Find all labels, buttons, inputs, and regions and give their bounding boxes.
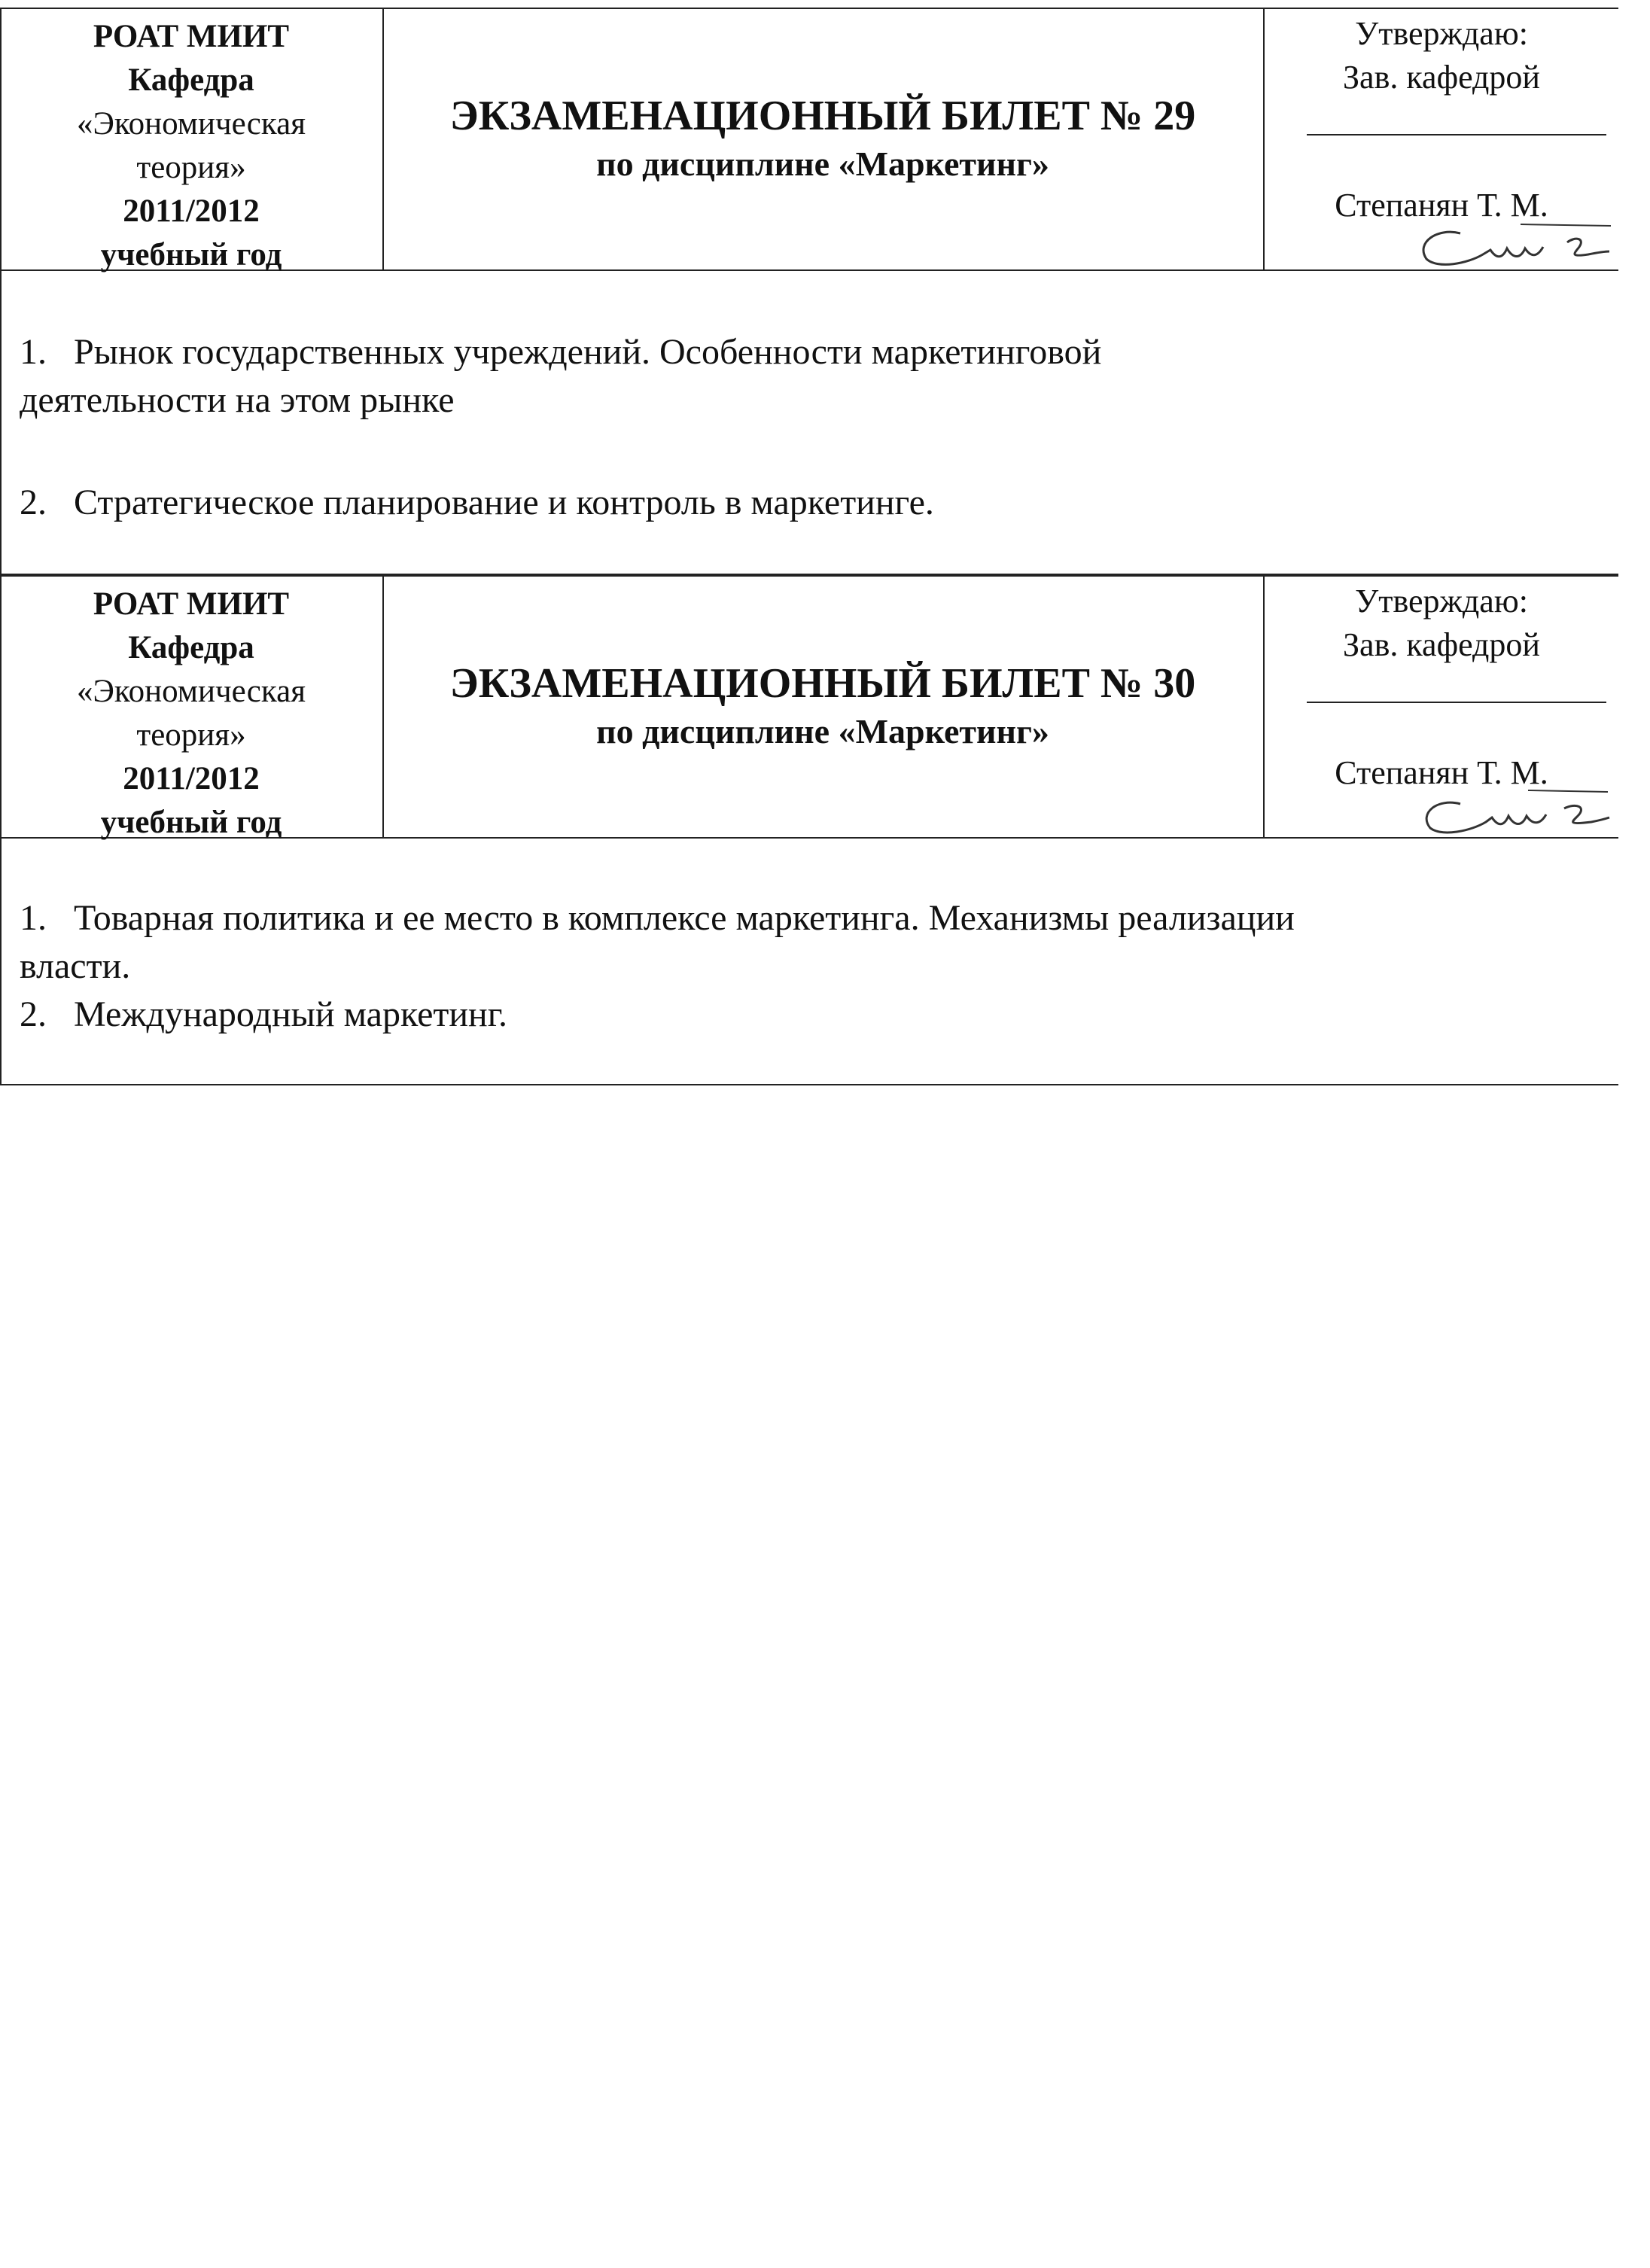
academic-year: 2011/2012 xyxy=(123,761,260,796)
questions-section xyxy=(0,839,1618,1085)
title-block xyxy=(384,9,1262,269)
org-name: РОАТ МИИТ xyxy=(93,19,290,54)
exam-ticket-29 xyxy=(0,8,1618,575)
approve-label: Утверждаю: xyxy=(1355,15,1528,52)
question-item: 2. Стратегическое планирование и контроль в маркетинге. xyxy=(20,483,934,522)
signature-line xyxy=(1307,134,1606,135)
ticket-title: ЭКЗАМЕНАЦИОННЫЙ БИЛЕТ № 30 xyxy=(449,660,1196,707)
academic-year: 2011/2012 xyxy=(123,193,260,229)
handwritten-signature xyxy=(1408,220,1611,272)
question-item: 2. Международный маркетинг. xyxy=(20,994,507,1034)
dept-name-line1: «Экономическая xyxy=(77,106,306,142)
ticket-subtitle: по дисциплине «Маркетинг» xyxy=(596,712,1049,750)
question-item-continued: власти. xyxy=(20,946,131,986)
ticket-header xyxy=(0,575,1618,839)
org-name: РОАТ МИИТ xyxy=(93,586,290,622)
dept-label: Кафедра xyxy=(128,62,254,98)
handwritten-signature xyxy=(1408,787,1611,840)
approval-block xyxy=(1265,577,1618,837)
signature-line xyxy=(1307,702,1606,703)
academic-year-label: учебный год xyxy=(100,237,282,272)
approver-name: Степанян Т. М. xyxy=(1335,754,1548,791)
question-item: 1. Товарная политика и ее место в комплексе маркетинга. Механизмы реализации xyxy=(20,898,1295,938)
questions-section xyxy=(0,271,1618,575)
approver-name: Степанян Т. М. xyxy=(1335,187,1548,224)
title-block xyxy=(384,577,1262,837)
dept-name-line1: «Экономическая xyxy=(77,674,306,709)
exam-ticket-30 xyxy=(0,575,1618,1085)
question-item-continued: деятельности на этом рынке xyxy=(20,380,455,420)
ticket-title: ЭКЗАМЕНАЦИОННЫЙ БИЛЕТ № 29 xyxy=(449,93,1196,139)
institution-block xyxy=(2,9,381,272)
institution-block xyxy=(2,577,381,840)
ticket-subtitle: по дисциплине «Маркетинг» xyxy=(596,145,1049,183)
dept-label: Кафедра xyxy=(128,630,254,665)
approval-block xyxy=(1265,9,1618,269)
academic-year-label: учебный год xyxy=(100,805,282,840)
question-item: 1. Рынок государственных учреждений. Особенности маркетинговой xyxy=(20,332,1102,372)
ticket-header xyxy=(0,8,1618,271)
approve-label: Утверждаю: xyxy=(1355,583,1528,620)
dept-name-line2: теория» xyxy=(136,717,246,753)
approve-role: Зав. кафедрой xyxy=(1343,59,1540,96)
dept-name-line2: теория» xyxy=(136,150,246,185)
approve-role: Зав. кафедрой xyxy=(1343,626,1540,663)
